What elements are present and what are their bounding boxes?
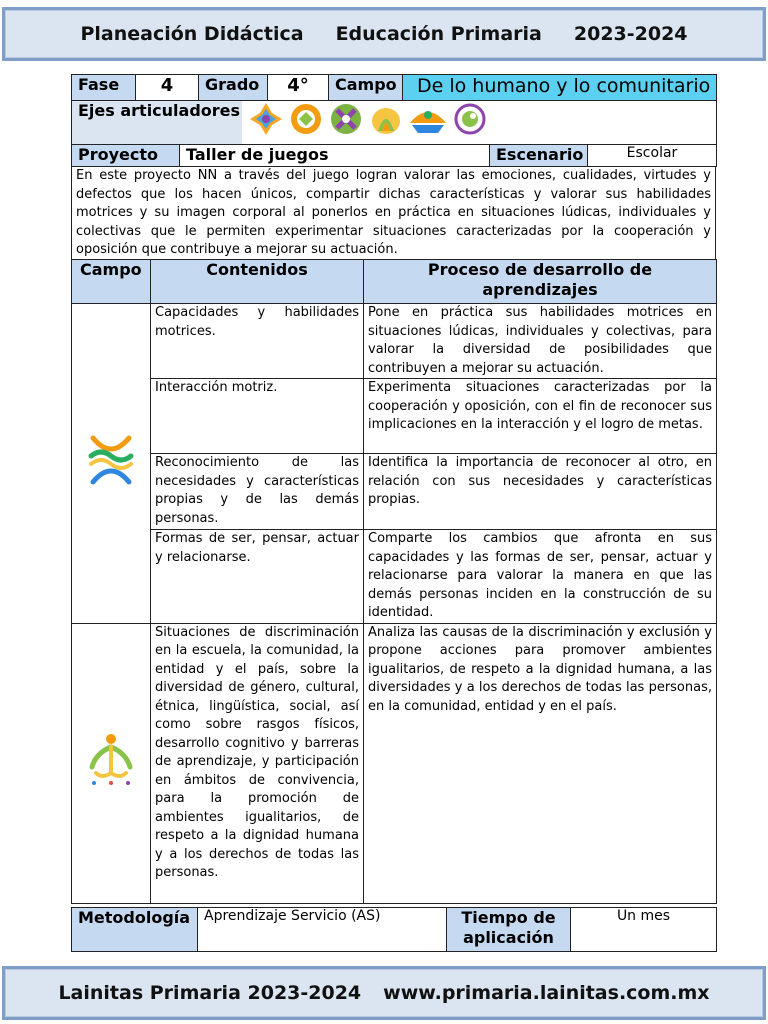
info-table-row1 (71, 74, 717, 101)
metodologia-row (71, 907, 717, 952)
proyecto-label: Proyecto (72, 145, 180, 167)
healthy-life-icon (408, 101, 448, 137)
escenario-label: Escenario (490, 145, 588, 167)
fase-label: Fase (72, 75, 136, 101)
field-ethics-icon (88, 733, 134, 787)
proceso-2: Experimenta situaciones caracterizadas por la cooperación y oposición, con el fin de reconocer sus implicaciones en la interacción y el logro de metas. (364, 379, 717, 454)
footer-banner (2, 966, 766, 1020)
contenido-4: Formas de ser, pensar, actuar y relacionarse. (151, 530, 364, 624)
field-human-community-icon (85, 434, 137, 486)
metodologia-value: Aprendizaje Servicio (AS) (198, 908, 447, 952)
ejes-icons (242, 101, 717, 137)
ejes-label: Ejes articuladores (72, 101, 242, 145)
tiempo-value: Un mes (571, 908, 717, 952)
header-title: Planeación Didáctica (80, 23, 304, 45)
contenido-1: Capacidades y habilidades motrices. (151, 304, 364, 379)
col-header-campo: Campo (72, 260, 151, 304)
footer-url: www.primaria.lainitas.com.mx (383, 982, 710, 1004)
campo-label: Campo (329, 75, 403, 101)
col-header-proceso: Proceso de desarrollo de aprendizajes (364, 260, 717, 304)
metodologia-label: Metodología (72, 908, 198, 952)
critical-thinking-icon (288, 101, 324, 137)
project-description: En este proyecto NN a través del juego logran valorar las emociones, cualidades, virtudes y defectos que los hacen únicos, compartir dichas características y valorar sus habilidades motrices y su imagen corporal al ponerlos en práctica en situaciones lúdicas, individuales y colectivas que le permiten experimentar situaciones caracterizadas por la cooperación y oposición que contribuye a mejorar su actuación. (72, 167, 716, 261)
contenido-5: Situaciones de discriminación en la escuela, la comunidad, la entidad y el país, sobre la diversidad de género, cultural, étnica, lingüística, social, así como sobre rasgos físicos, desarrollo cognitivo y barreras de aprendizaje, y participación en ámbitos de convivencia, para la promoción de ambientes igualitarios, de respeto a la dignidad humana y a los derechos de todas las personas. (151, 623, 364, 903)
interculturality-icon (328, 101, 364, 137)
escenario-value: Escolar (588, 145, 717, 167)
campo-value: De lo humano y lo comunitario (403, 75, 717, 101)
gender-equality-icon (368, 101, 404, 137)
grado-value: 4° (268, 75, 329, 101)
proceso-5: Analiza las causas de la discriminación y exclusión y propone acciones para promover ambientes igualitarios, de respeto a la dignidad humana, a las diversidades y a los derechos de todas las personas, en la comunidad, entidad y en el país. (364, 623, 717, 903)
reading-icon (452, 101, 488, 137)
footer-brand: Lainitas Primaria 2023-2024 (58, 982, 362, 1004)
col-header-contenidos: Contenidos (151, 260, 364, 304)
campo-cell-2 (72, 623, 151, 903)
ejes-row (71, 100, 717, 145)
inclusion-icon (248, 101, 284, 137)
campo-cell-1 (72, 304, 151, 624)
header-level: Educación Primaria (335, 23, 542, 45)
proceso-4: Comparte los cambios que afronta en sus capacidades y las formas de ser, pensar, actuar y relacionarse para valorar la manera en que las demás personas inciden en la construcción de su identidad. (364, 530, 717, 624)
header-banner (2, 7, 766, 61)
contents-table (71, 259, 717, 904)
header-year: 2023-2024 (573, 23, 688, 45)
fase-value: 4 (136, 75, 199, 101)
description-row (71, 166, 716, 261)
tiempo-label: Tiempo de aplicación (447, 908, 571, 952)
contenido-2: Interacción motriz. (151, 379, 364, 454)
proceso-3: Identifica la importancia de reconocer al otro, en relación con sus necesidades y características propias. (364, 454, 717, 530)
proyecto-row (71, 144, 717, 167)
grado-label: Grado (199, 75, 268, 101)
proceso-1: Pone en práctica sus habilidades motrices en situaciones lúdicas, individuales y colectivas, para valorar la diversidad de posibilidades que contribuyen a mejorar su actuación. (364, 304, 717, 379)
contenido-3: Reconocimiento de las necesidades y características propias y de las demás personas. (151, 454, 364, 530)
proyecto-value: Taller de juegos (180, 145, 490, 167)
